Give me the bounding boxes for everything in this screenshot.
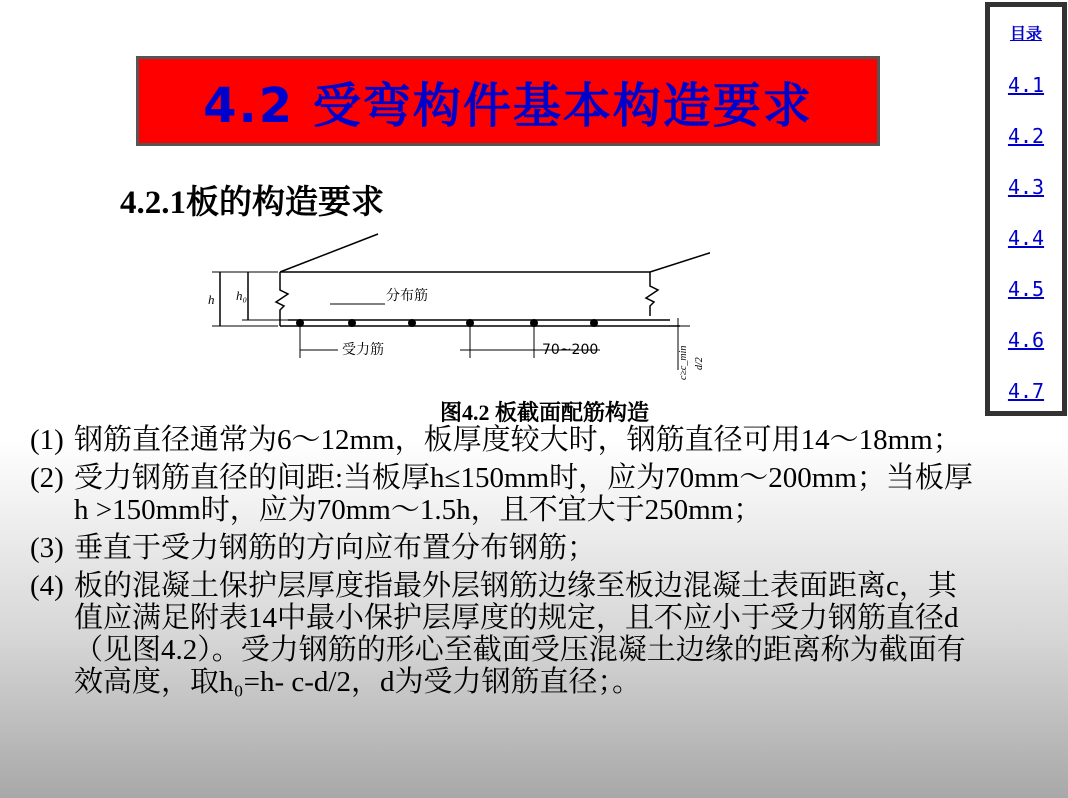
item-text: 板的混凝土保护层厚度指最外层钢筋边缘至板边混凝土表面距离c，其值应满足附表14中最小保护层厚度的规定，且不应小于受力钢筋直径d（见图4.2）。受力钢筋的形心至截面受压混凝土边缘的距离称为截面有效高度，取h₀=h- c-d/2，d为受力钢筋直径；。: [74, 570, 966, 698]
toc-link-4-5[interactable]: 4.5: [1007, 277, 1045, 301]
toc-link-4-7[interactable]: 4.7: [1007, 379, 1045, 403]
break-line-left: [280, 234, 378, 272]
break-symbol-left: [276, 272, 288, 326]
item-text: 受力钢筋直径的间距:当板厚h≤150mm时，应为70mm～200mm；当板厚h >150mm时，应为70mm～1.5h，且不宜大于250mm；: [74, 462, 973, 526]
figure-caption: 图4.2 板截面配筋构造: [440, 400, 650, 425]
slab-reinforcement-figure: [190, 230, 710, 400]
label-distribution-bar: 分布筋: [386, 288, 428, 304]
label-spacing: 70~200: [542, 342, 599, 358]
toc-link-4-1[interactable]: 4.1: [1007, 73, 1045, 97]
list-item: [30, 570, 980, 698]
item-text: 垂直于受力钢筋的方向应布置分布钢筋；: [74, 532, 597, 564]
label-cover: c≥c_min: [678, 345, 689, 380]
list-item: [30, 462, 980, 526]
requirements-list: [30, 424, 980, 704]
title-banner: [136, 56, 880, 146]
list-item: [30, 424, 980, 456]
break-line-right: [650, 240, 710, 272]
toc-link-4-2[interactable]: 4.2: [1007, 124, 1045, 148]
section-heading: 4.2.1板的构造要求: [120, 185, 384, 221]
label-h0: h₀: [236, 288, 248, 303]
list-item: [30, 532, 980, 564]
toc-link-4-3[interactable]: 4.3: [1007, 175, 1045, 199]
item-number: (1): [30, 424, 64, 456]
break-symbol-right: [646, 272, 658, 316]
label-half-diameter: d/2: [694, 357, 705, 370]
item-number: (3): [30, 532, 64, 564]
toc-link-4-6[interactable]: 4.6: [1007, 328, 1045, 352]
label-main-bar: 受力筋: [342, 342, 384, 358]
label-h: h: [208, 292, 215, 307]
page-title: 4.2 受弯构件基本构造要求: [203, 77, 813, 134]
toc-panel: [985, 2, 1067, 416]
toc-title-link[interactable]: 目录: [1009, 24, 1042, 43]
item-number: (4): [30, 570, 64, 602]
item-text: 钢筋直径通常为6～12mm，板厚度较大时，钢筋直径可用14～18mm；: [74, 424, 962, 456]
item-number: (2): [30, 462, 64, 494]
toc-link-4-4[interactable]: 4.4: [1007, 226, 1045, 250]
